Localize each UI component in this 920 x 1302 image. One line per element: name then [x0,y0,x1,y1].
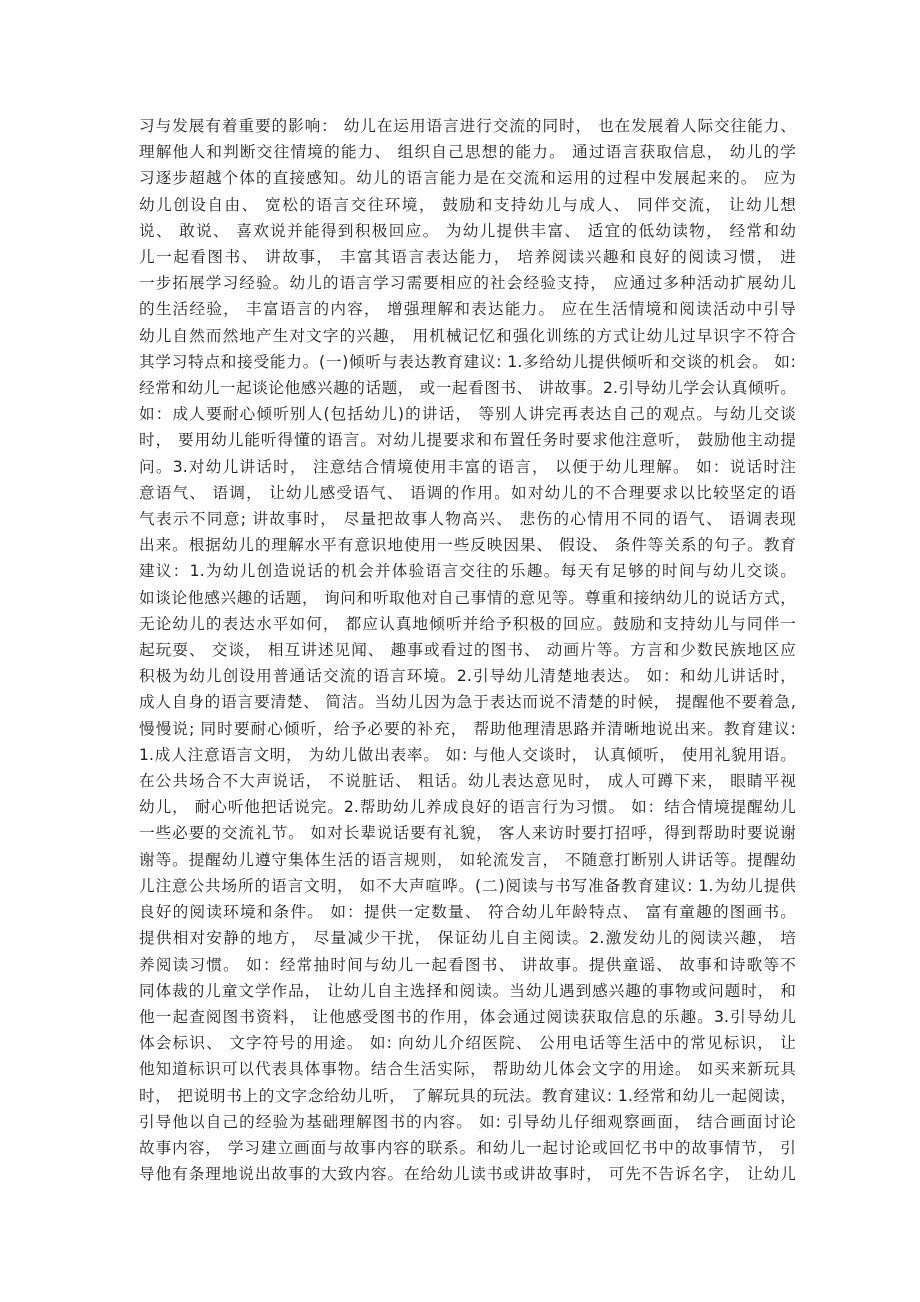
text-line: 幼儿创设自由、 宽松的语言交往环境， 鼓励和支持幼儿与成人、 同伴交流， 让幼儿想 [139,195,796,214]
text-line: 一步拓展学习经验。幼儿的语言学习需要相应的社会经验支持， 应通过多种活动扩展幼儿 [139,274,796,293]
text-line: 经常和幼儿一起谈论他感兴趣的话题， 或一起看图书、 讲故事。2.引导幼儿学会认真倾听。 [139,379,796,398]
text-line: 儿一起看图书、 讲故事， 丰富其语言表达能力， 培养阅读兴趣和良好的阅读习惯， 进 [139,248,796,267]
text-line: 一些必要的交流礼节。 如对长辈说话要有礼貌， 客人来访时要打招呼，得到帮助时要说谢 [139,824,796,843]
text-line: 气表示不同意; 讲故事时， 尽量把故事人物高兴、 悲伤的心情用不同的语气、 语调表现 [139,510,796,529]
text-line: 同体裁的儿童文学作品， 让幼儿自主选择和阅读。当幼儿遇到感兴趣的事物或问题时， 和 [139,981,796,1000]
text-line: 提供相对安静的地方， 尽量减少干扰， 保证幼儿自主阅读。2.激发幼儿的阅读兴趣， 培 [139,929,796,948]
text-line: 体会标识、 文字符号的用途。 如: 向幼儿介绍医院、 公用电话等生活中的常见标识， 让 [139,1034,796,1053]
text-line: 在公共场合不大声说话， 不说脏话、 粗话。幼儿表达意见时， 成人可蹲下来， 眼睛平视 [139,772,796,791]
text-line: 引导他以自己的经验为基础理解图书的内容。 如: 引导幼儿仔细观察画面， 结合画面讨论 [139,1112,796,1131]
text-line: 成人自身的语言要清楚、 简洁。当幼儿因为急于表达而说不清楚的时候， 提醒他不要着急, [139,693,796,712]
text-line: 习逐步超越个体的直接感知。幼儿的语言能力是在交流和运用的过程中发展起来的。 应为 [139,169,796,188]
text-line: 幼儿自然而然地产生对文字的兴趣， 用机械记忆和强化训练的方式让幼儿过早识字不符合 [139,326,796,345]
text-line: 的生活经验， 丰富语言的内容， 增强理解和表达能力。 应在生活情境和阅读活动中引导 [139,300,796,319]
text-line: 幼儿， 耐心听他把话说完。2.帮助幼儿养成良好的语言行为习惯。 如：结合情境提醒幼儿 [139,798,796,817]
text-line: 无论幼儿的表达水平如何， 都应认真地倾听并给予积极的回应。鼓励和支持幼儿与同伴一 [139,614,796,633]
text-line: 导他有条理地说出故事的大致内容。在给幼儿读书或讲故事时， 可先不告诉名字， 让幼儿 [139,1165,796,1184]
text-line: 如谈论他感兴趣的话题， 询问和听取他对自己事情的意见等。尊重和接纳幼儿的说话方式， [139,588,796,607]
text-line: 良好的阅读环境和条件。 如：提供一定数量、 符合幼儿年龄特点、 富有童趣的图画书。 [139,903,796,922]
text-line: 故事内容， 学习建立画面与故事内容的联系。和幼儿一起讨论或回忆书中的故事情节， 引 [139,1138,796,1157]
text-line: 他知道标识可以代表具体事物。结合生活实际， 帮助幼儿体会文字的用途。 如买来新玩具 [139,1060,796,1079]
text-line: 儿注意公共场所的语言文明， 如不大声喧哗。(二)阅读与书写准备教育建议: 1.为幼儿提供 [139,876,796,895]
text-line: 理解他人和判断交往情境的能力、 组织自己思想的能力。 通过语言获取信息， 幼儿的学 [139,143,796,162]
text-line: 建议：1.为幼儿创造说话的机会并体验语言交往的乐趣。每天有足够的时间与幼儿交谈。 [139,562,796,581]
text-line: 习与发展有着重要的影响： 幼儿在运用语言进行交流的同时， 也在发展着人际交往能力、 [139,117,796,135]
text-line: 问。3.对幼儿讲话时， 注意结合情境使用丰富的语言， 以便于幼儿理解。 如：说话时注 [139,457,796,476]
text-line: 谢等。提醒幼儿遵守集体生活的语言规则， 如轮流发言， 不随意打断别人讲话等。提醒幼 [139,850,796,869]
text-line: 养阅读习惯。 如：经常抽时间与幼儿一起看图书、 讲故事。提供童谣、 故事和诗歌等不 [139,955,796,974]
text-line: 说、 敢说、 喜欢说并能得到积极回应。 为幼儿提供丰富、 适宜的低幼读物， 经常和幼 [139,221,796,240]
body-text [139,113,796,1187]
text-line: 时， 要用幼儿能听得懂的语言。对幼儿提要求和布置任务时要求他注意听， 鼓励他主动提 [139,431,796,450]
text-line: 其学习特点和接受能力。(一)倾听与表达教育建议: 1.多给幼儿提供倾听和交谈的机会。 如: [139,352,796,371]
text-line: 出来。根据幼儿的理解水平有意识地使用一些反映因果、 假设、 条件等关系的句子。教育 [139,536,796,555]
text-line: 积极为幼儿创设用普通话交流的语言环境。2.引导幼儿清楚地表达。 如：和幼儿讲话时， [139,667,796,686]
text-line: 起玩耍、 交谈， 相互讲述见闻、 趣事或看过的图书、 动画片等。方言和少数民族地区应 [139,641,796,660]
text-line: 时， 把说明书上的文字念给幼儿听， 了解玩具的玩法。教育建议: 1.经常和幼儿一起阅读， [139,1086,796,1105]
text-line: 他一起查阅图书资料， 让他感受图书的作用，体会通过阅读获取信息的乐趣。3.引导幼儿 [139,1007,796,1026]
text-line: 意语气、 语调， 让幼儿感受语气、 语调的作用。如对幼儿的不合理要求以比较坚定的语 [139,483,796,502]
text-line: 慢慢说; 同时要耐心倾听，给予必要的补充， 帮助他理清思路并清晰地说出来。教育建议: [139,719,796,738]
text-line: 如：成人要耐心倾听别人(包括幼儿)的讲话， 等别人讲完再表达自己的观点。与幼儿交谈 [139,405,796,424]
text-line: 1.成人注意语言文明， 为幼儿做出表率。 如: 与他人交谈时， 认真倾听， 使用礼貌用语。 [139,745,796,764]
